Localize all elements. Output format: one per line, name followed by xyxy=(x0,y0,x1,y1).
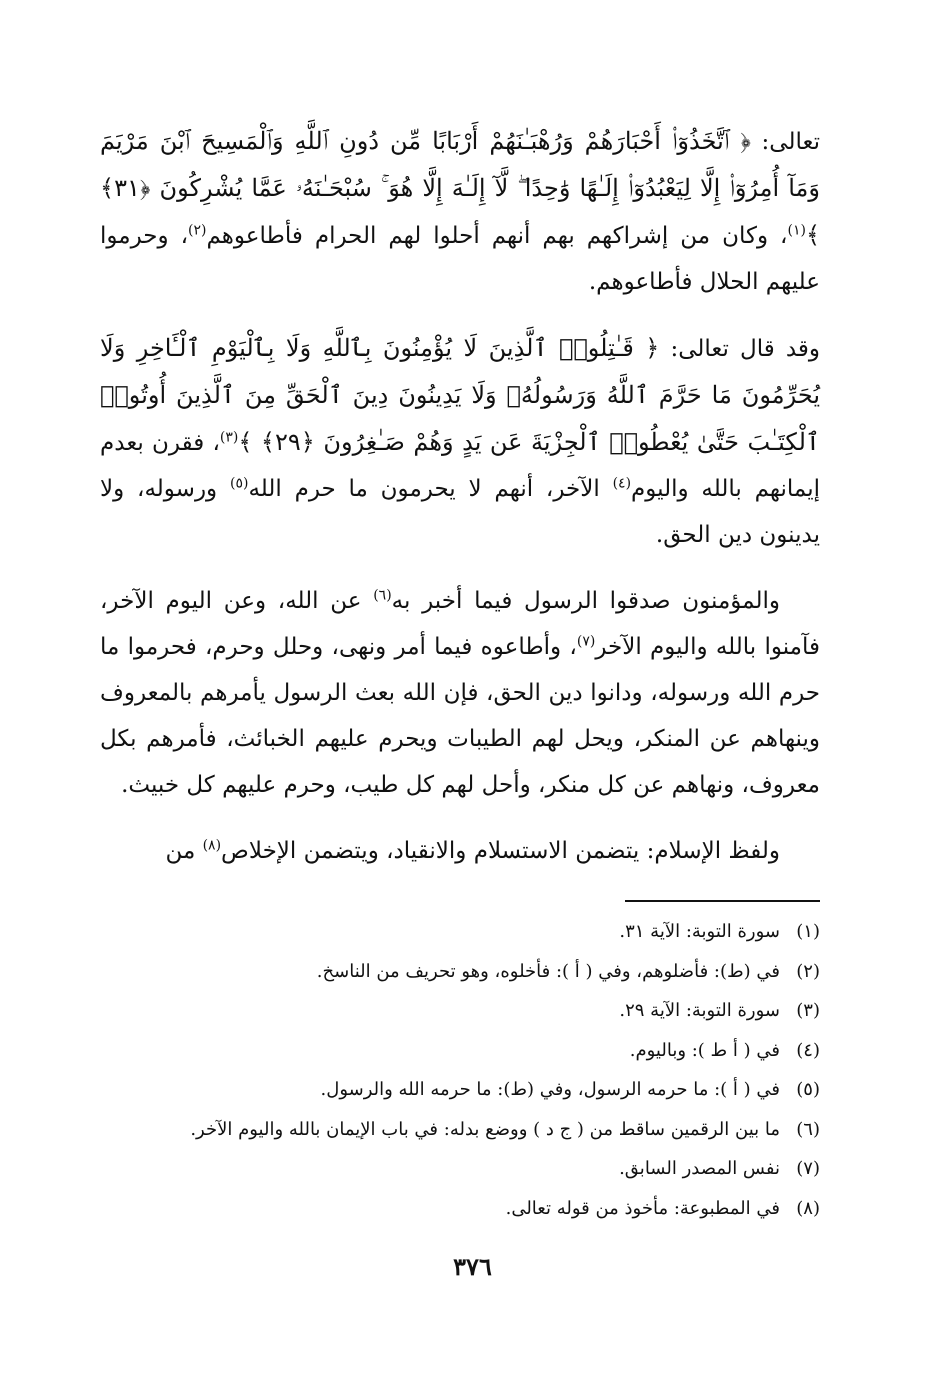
paragraph-3 xyxy=(100,578,820,808)
paragraph-text: ، فقرن بعدم إيمانهم بالله واليوم xyxy=(100,430,820,502)
footnote xyxy=(120,912,820,952)
footnote-text: في المطبوعة: مأخوذ من قوله تعالى. xyxy=(505,1197,780,1219)
paragraph-text: عن الله، وعن اليوم الآخر، فآمنوا بالله واليوم الآخر xyxy=(100,588,820,660)
footnote-text: سورة التوبة: الآية ٣١. xyxy=(619,921,780,942)
footnote xyxy=(120,1189,820,1229)
footnote xyxy=(120,991,820,1031)
footnote-marker: (٣) xyxy=(219,429,239,446)
page-number: ٣٧٦ xyxy=(453,1252,492,1281)
footnote xyxy=(120,1110,820,1150)
footnote-number: (٧) xyxy=(796,1158,820,1179)
paragraph-1 xyxy=(100,118,820,305)
footnote-number: (١) xyxy=(796,921,820,942)
footnote-number: (٨) xyxy=(796,1197,820,1219)
footnote-number: (٥) xyxy=(796,1079,820,1100)
paragraph-text: والمؤمنون صدقوا الرسول فيما أخبر به xyxy=(391,588,780,614)
paragraph-4 xyxy=(100,828,820,874)
footnote-number: (٢) xyxy=(796,960,820,982)
paragraph-text: وقد قال تعالى: xyxy=(659,336,820,362)
paragraph-text: ، وحرموا عليهم الحلال فأطاعوهم. xyxy=(100,223,820,295)
footnote xyxy=(120,952,820,992)
paragraph-text: ورسوله، ولا يدينون دين الحق. xyxy=(100,476,820,548)
footnotes xyxy=(120,912,820,1228)
footnote-text: ما بين الرقمين ساقط من ( ج د ) ووضع بدله: في باب الإيمان بالله واليوم الآخر. xyxy=(190,1118,780,1140)
footnote-marker: (٦) xyxy=(373,587,392,604)
paragraph-text: ، وكان من إشراكهم بهم أنهم أحلوا لهم الحرام فأطاعوهم xyxy=(206,223,788,249)
paragraph-text: من xyxy=(165,838,203,864)
footnote-text: في ( أ ط ): وباليوم. xyxy=(629,1039,780,1061)
footnote xyxy=(120,1070,820,1110)
quran-verse: ﴿ قَـٰتِلُوا۟ ٱلَّذِينَ لَا يُؤْمِنُونَ بِٱللَّهِ وَلَا بِٱلْيَوْمِ ٱلْـَٔاخِرِ وَلَا يُحَرِّمُونَ مَا حَرَّمَ ٱللَّهُ وَرَسُولُهُۥ وَلَا يَدِينُونَ دِينَ ٱلْحَقِّ مِنَ ٱلَّذِينَ أُوتُوا۟ ٱلْكِتَـٰبَ حَتَّىٰ يُعْطُوا۟ ٱلْجِزْيَةَ عَن يَدٍ وَهُمْ صَـٰغِرُونَ ﴿٢٩﴾ ﴾ xyxy=(100,334,820,456)
footnote-marker: (٨) xyxy=(202,837,222,854)
footnote xyxy=(120,1031,820,1071)
footnote-number: (٤) xyxy=(796,1039,820,1061)
main-text xyxy=(100,118,820,894)
paragraph-text: تعالى: xyxy=(750,129,820,155)
paragraph-text: ولفظ الإسلام: يتضمن الاستسلام والانقياد، ويتضمن الإخلاص xyxy=(221,838,780,864)
footnote-text: سورة التوبة: الآية ٢٩. xyxy=(619,1000,780,1021)
footnote-marker: (٥) xyxy=(229,475,249,492)
footnote-marker: (٢) xyxy=(188,222,207,239)
paragraph-text: الآخر، أنهم لا يحرمون ما حرم الله xyxy=(248,476,613,502)
footnote-text: نفس المصدر السابق. xyxy=(619,1158,780,1179)
footnote xyxy=(120,1149,820,1189)
quran-verse: ﴿ ٱتَّخَذُوٓا۟ أَحْبَارَهُمْ وَرُهْبَـٰنَهُمْ أَرْبَابًا مِّن دُونِ ٱللَّهِ وَٱلْمَسِيحَ ٱبْنَ مَرْيَمَ وَمَآ أُمِرُوٓا۟ إِلَّا لِيَعْبُدُوٓا۟ إِلَـٰهًا وَٰحِدًا ۖ لَّآ إِلَـٰهَ إِلَّا هُوَ ۚ سُبْحَـٰنَهُۥ عَمَّا يُشْرِكُونَ ﴿٣١﴾ ﴾ xyxy=(100,127,820,249)
paragraph-text: ، وأطاعوه فيما أمر ونهى، وحلل وحرم، فحرموا ما حرم الله ورسوله، ودانوا دين الحق، فإن الله بعث الرسول يأمرهم بالمعروف وينهاهم عن المنكر، ويحل لهم الطيبات ويحرم عليهم الخبائث، فأمرهم بكل معروف، ونهاهم عن كل منكر، وأحل لهم كل طيب، وحرم عليهم كل خبيث. xyxy=(100,634,821,798)
paragraph-2 xyxy=(100,325,820,558)
footnote-text: في ( أ ): ما حرمه الرسول، وفي (ط): ما حرمه الله والرسول. xyxy=(320,1079,780,1100)
footnote-marker: (١) xyxy=(787,222,806,239)
footnote-text: في (ط): فأضلوهم، وفي ( أ ): فأخلوه، وهو تحريف من الناسخ. xyxy=(316,960,780,982)
footnote-number: (٦) xyxy=(796,1118,820,1140)
footnote-marker: (٧) xyxy=(576,633,596,650)
footnote-number: (٣) xyxy=(796,1000,820,1021)
footnote-marker: (٤) xyxy=(612,475,632,492)
footnote-divider xyxy=(625,900,820,902)
